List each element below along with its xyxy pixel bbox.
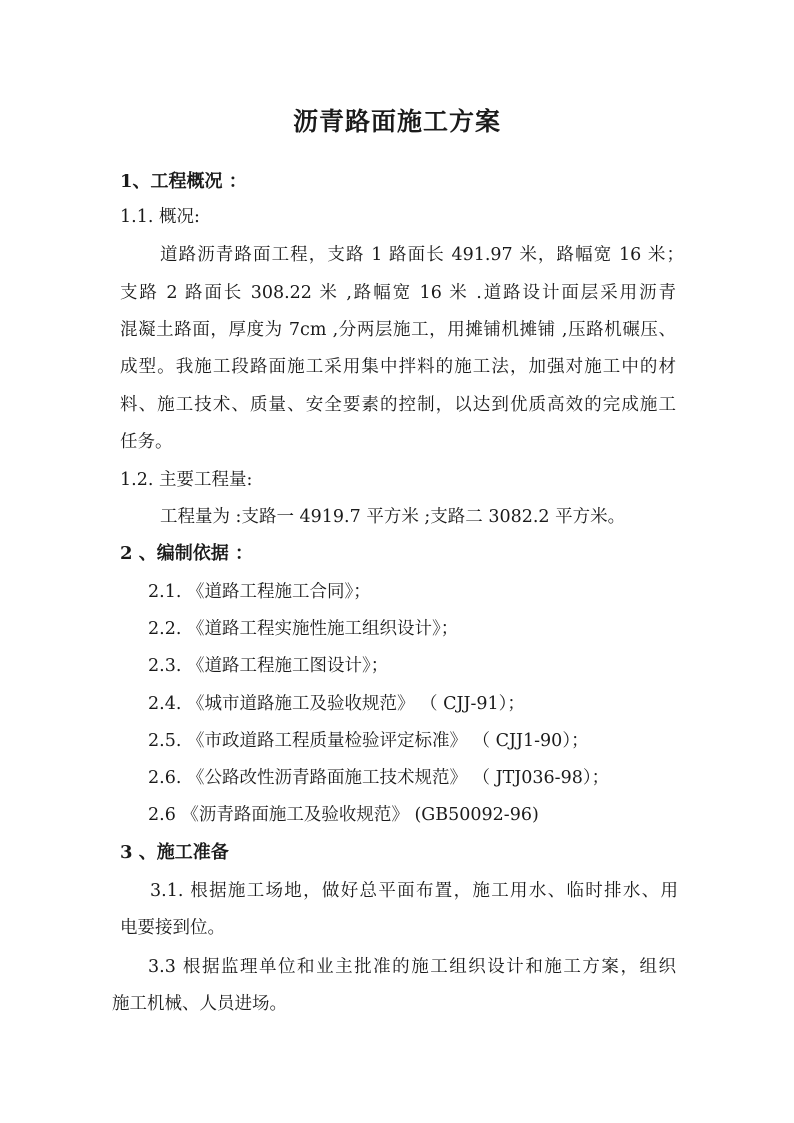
reference-item: 2.5. 《市政道路工程质量检验评定标准》 （ CJJ1-90）； — [148, 731, 589, 751]
quantity-text: 工程量为 :支路一 4919.7 平方米 ;支路二 3082.2 平方米。 — [160, 507, 626, 527]
subsection-1-1-label: 1.1. 概况: — [120, 207, 200, 227]
reference-item: 2.6 《沥青路面施工及验收规范》 (GB50092-96) — [148, 805, 539, 825]
section-3-heading: 3 、施工准备 — [120, 842, 229, 863]
section-1-heading: 1、工程概况 ： — [120, 171, 247, 192]
paragraph-1-line-5: 料、施工技术、质量、安全要素的控制，以达到优质高效的完成施工 — [120, 395, 676, 415]
document-title: 沥青路面施工方案 — [292, 107, 501, 136]
paragraph-3-1-line-1: 3.1. 根据施工场地，做好总平面布置，施工用水、临时排水、用 — [150, 881, 678, 901]
paragraph-1-line-3: 混凝土路面，厚度为 7cm ,分两层施工，用摊铺机摊铺 ,压路机碾压、 — [120, 320, 676, 340]
subsection-1-2-label: 1.2. 主要工程量: — [120, 470, 253, 490]
paragraph-3-1-line-2: 电要接到位。 — [120, 918, 225, 938]
reference-item: 2.1. 《道路工程施工合同》； — [148, 582, 371, 602]
reference-item: 2.2. 《道路工程实施性施工组织设计》； — [148, 619, 459, 639]
reference-item: 2.3. 《道路工程施工图设计》； — [148, 656, 389, 676]
reference-item: 2.4. 《城市道路施工及验收规范》 （ CJJ-91）； — [148, 694, 525, 714]
paragraph-1-line-1: 道路沥青路面工程，支路 1 路面长 491.97 米，路幅宽 16 米； — [160, 245, 684, 265]
paragraph-3-3-line-1: 3.3 根据监理单位和业主批准的施工组织设计和施工方案，组织 — [148, 957, 676, 977]
paragraph-1-line-4: 成型。我施工段路面施工采用集中拌料的施工法，加强对施工中的材 — [120, 357, 676, 377]
paragraph-3-3-line-2: 施工机械、人员进场。 — [112, 994, 287, 1014]
reference-item: 2.6. 《公路改性沥青路面施工技术规范》 （ JTJ036-98）； — [148, 768, 610, 788]
paragraph-1-line-2: 支路 2 路面长 308.22 米 ,路幅宽 16 米 .道路设计面层采用沥青 — [120, 283, 676, 303]
section-2-heading: 2 、编制依据 ： — [120, 543, 254, 564]
paragraph-1-line-6: 任务。 — [120, 432, 173, 452]
